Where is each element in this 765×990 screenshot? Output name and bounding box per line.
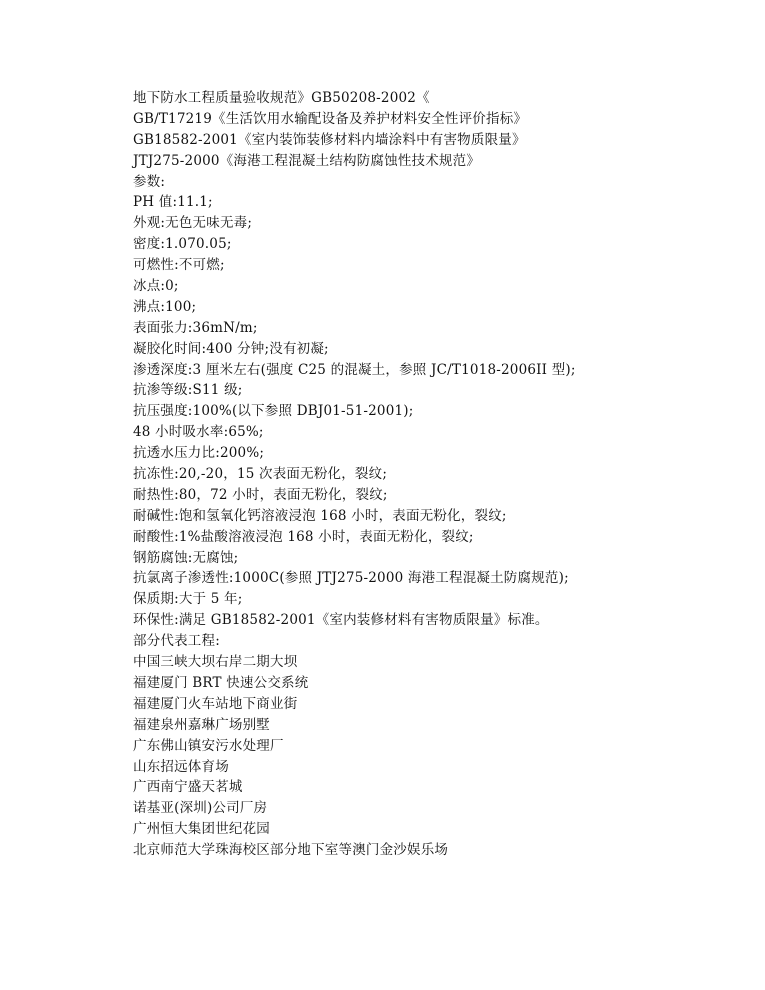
text-line: PH 值:11.1;: [133, 194, 213, 211]
text-line: 抗氯离子渗透性:1000C(参照 JTJ275-2000 海港工程混凝土防腐规范);: [133, 570, 569, 587]
text-line: 抗冻性:20,-20，15 次表面无粉化，裂纹;: [133, 466, 388, 483]
text-line: 诺基亚(深圳)公司厂房: [133, 800, 268, 817]
text-line: 表面张力:36mN/m;: [133, 319, 258, 336]
text-line: 中国三峡大坝右岸二期大坝: [133, 654, 298, 671]
text-line: 耐热性:80，72 小时，表面无粉化，裂纹;: [133, 486, 388, 503]
text-line: 北京师范大学珠海校区部分地下室等澳门金沙娱乐场: [133, 842, 449, 859]
text-line: 环保性:满足 GB18582-2001《室内装修材料有害物质限量》标准。: [133, 612, 549, 629]
text-line: JTJ275-2000《海港工程混凝土结构防腐蚀性技术规范》: [133, 152, 481, 169]
text-line: 钢筋腐蚀:无腐蚀;: [133, 549, 239, 566]
text-line: 保质期:大于 5 年;: [133, 591, 243, 608]
text-line: 广东佛山镇安污水处理厂: [133, 737, 284, 754]
text-line: 沸点:100;: [133, 298, 197, 315]
text-line: 48 小时吸水率:65%;: [133, 424, 264, 441]
text-line: 山东招远体育场: [133, 758, 229, 775]
text-line: 地下防水工程质量验收规范》GB50208-2002《: [133, 90, 430, 106]
text-line: 部分代表工程:: [133, 633, 220, 650]
text-line: 广西南宁盛天茗城: [133, 779, 243, 796]
text-line: 福建泉州嘉琳广场别墅: [133, 716, 270, 733]
text-line: 凝胶化时间:400 分钟;没有初凝;: [133, 340, 329, 357]
text-line: 抗压强度:100%(以下参照 DBJ01-51-2001);: [133, 403, 414, 420]
text-line: 渗透深度:3 厘米左右(强度 C25 的混凝土，参照 JC/T1018-2006II 型);: [133, 361, 576, 378]
document-body: [133, 88, 733, 861]
text-line: 外观:无色无味无毒;: [133, 215, 253, 232]
text-line: 冰点:0;: [133, 278, 179, 295]
text-line: 耐酸性:1%盐酸溶液浸泡 168 小时，表面无粉化，裂纹;: [133, 528, 474, 545]
text-line: 抗渗等级:S11 级;: [133, 382, 243, 399]
text-line: 参数:: [133, 173, 166, 190]
text-line: GB/T17219《生活饮用水输配设备及养护材料安全性评价指标》: [133, 110, 528, 127]
text-line: GB18582-2001《室内装饰装修材料内墙涂料中有害物质限量》: [133, 131, 526, 148]
text-line: 抗透水压力比:200%;: [133, 445, 265, 462]
text-line: 耐碱性:饱和氢氧化钙溶液浸泡 168 小时，表面无粉化，裂纹;: [133, 507, 507, 524]
text-line: 可燃性:不可燃;: [133, 257, 225, 274]
text-line: 福建厦门 BRT 快速公交系统: [133, 674, 309, 691]
text-line: 广州恒大集团世纪花园: [133, 821, 270, 838]
text-line: 密度:1.070.05;: [133, 236, 232, 253]
text-line: 福建厦门火车站地下商业街: [133, 695, 298, 712]
